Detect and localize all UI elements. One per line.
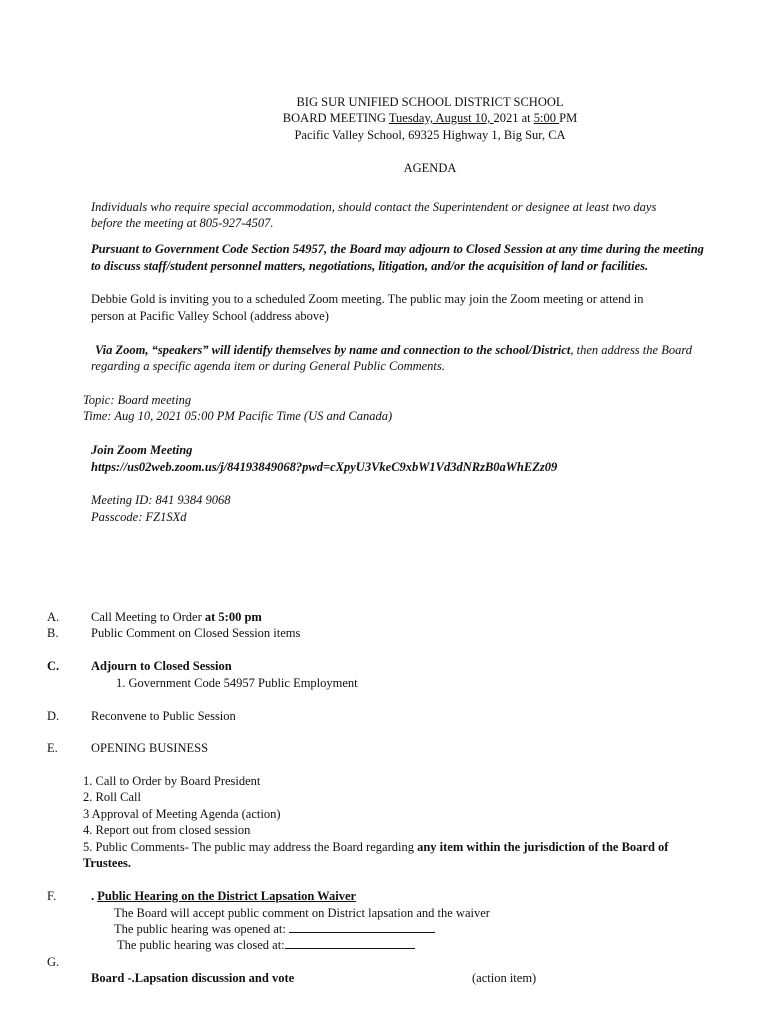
speakers-notice-rest: , then address the Board [570, 343, 692, 357]
item-e-sub1: 1. Call to Order by Board President [83, 774, 261, 788]
meeting-prefix: BOARD MEETING [282, 111, 389, 125]
item-a-text [91, 609, 262, 625]
hearing-opened-blank [289, 921, 435, 933]
item-f-sub3 [117, 937, 415, 953]
item-g-note: (action item) [472, 971, 537, 985]
hearing-closed-label: The public hearing was closed at: [117, 938, 285, 952]
hearing-closed-blank [285, 937, 415, 949]
item-f-title: Public Hearing on the District Lapsation Waiver [97, 889, 357, 903]
item-e-text: OPENING BUSINESS [91, 741, 209, 755]
district-title: BIG SUR UNIFIED SCHOOL DISTRICT SCHOOL [296, 95, 564, 109]
item-g-letter: G. [47, 955, 60, 969]
item-a-time: at 5:00 pm [204, 610, 262, 624]
item-e-sub4: 4. Report out from closed session [83, 823, 251, 837]
join-zoom-link[interactable]: https://us02web.zoom.us/j/84193849068?pwd=cXpyU3VkeC9xbW1Vd3dNRzB0aWhEZz09 [91, 460, 558, 474]
speakers-notice-bold: Via Zoom, “speakers” will identify themselves by name and connection to the school/District [95, 343, 571, 357]
item-e-sub3: 3 Approval of Meeting Agenda (action) [83, 807, 281, 821]
zoom-time: Time: Aug 10, 2021 05:00 PM Pacific Time (US and Canada) [83, 409, 393, 423]
item-c-sub1: 1. Government Code 54957 Public Employment [116, 676, 358, 690]
meeting-location: Pacific Valley School, 69325 Highway 1, Big Sur, CA [294, 128, 566, 142]
accommodation-notice-line2: before the meeting at 805-927-4507. [91, 216, 274, 230]
item-f-prefix: . [91, 889, 98, 903]
item-b-letter: B. [47, 626, 59, 640]
item-e-sub5-bold-line2: Trustees. [83, 856, 132, 870]
passcode: Passcode: FZ1SXd [91, 510, 187, 524]
item-a-letter: A. [47, 610, 60, 624]
meeting-id: Meeting ID: 841 9384 9068 [91, 493, 231, 507]
item-g-text: Board -.Lapsation discussion and vote [91, 971, 295, 985]
meeting-date: Tuesday, August 10, [388, 111, 494, 125]
item-e-sub2: 2. Roll Call [83, 790, 141, 804]
meeting-time: 5:00 [533, 111, 560, 125]
item-d-text: Reconvene to Public Session [91, 709, 236, 723]
accommodation-notice-line1: Individuals who require special accommodation, should contact the Superintendent or designee at least two days [91, 200, 657, 214]
item-e-letter: E. [47, 741, 58, 755]
zoom-topic: Topic: Board meeting [83, 393, 192, 407]
closed-session-notice-line1: Pursuant to Government Code Section 54957, the Board may adjourn to Closed Session at any time during the meeting [91, 242, 704, 256]
item-f-letter: F. [47, 889, 57, 903]
item-f-text [91, 888, 356, 904]
hearing-opened-label: The public hearing was opened at: [114, 922, 289, 936]
zoom-invite-line2: person at Pacific Valley School (address above) [91, 309, 329, 323]
speakers-notice-line2: regarding a specific agenda item or during General Public Comments. [91, 359, 445, 373]
speakers-notice-line1 [95, 342, 692, 358]
meeting-year: 2021 at [493, 111, 534, 125]
zoom-invite-line1: Debbie Gold is inviting you to a scheduled Zoom meeting. The public may join the Zoom meeting or attend in [91, 292, 644, 306]
item-c-letter: C. [47, 659, 60, 673]
item-f-sub2 [114, 921, 435, 937]
item-d-letter: D. [47, 709, 60, 723]
item-c-text: Adjourn to Closed Session [91, 659, 232, 673]
agenda-heading: AGENDA [403, 161, 457, 175]
join-zoom-label: Join Zoom Meeting [91, 443, 193, 457]
item-e-sub5-text: 5. Public Comments- The public may address the Board regarding [83, 840, 418, 854]
closed-session-notice-line2: to discuss staff/student personnel matters, negotiations, litigation, and/or the acquisition of land or facilities. [91, 259, 649, 273]
item-a-label: Call Meeting to Order [91, 610, 205, 624]
item-f-sub1: The Board will accept public comment on District lapsation and the waiver [114, 906, 490, 920]
meeting-date-line [0, 110, 770, 126]
item-e-sub5 [83, 839, 668, 855]
meeting-pm: PM [559, 111, 578, 125]
item-b-text: Public Comment on Closed Session items [91, 626, 301, 640]
item-e-sub5-bold: any item within the jurisdiction of the Board of [417, 840, 669, 854]
